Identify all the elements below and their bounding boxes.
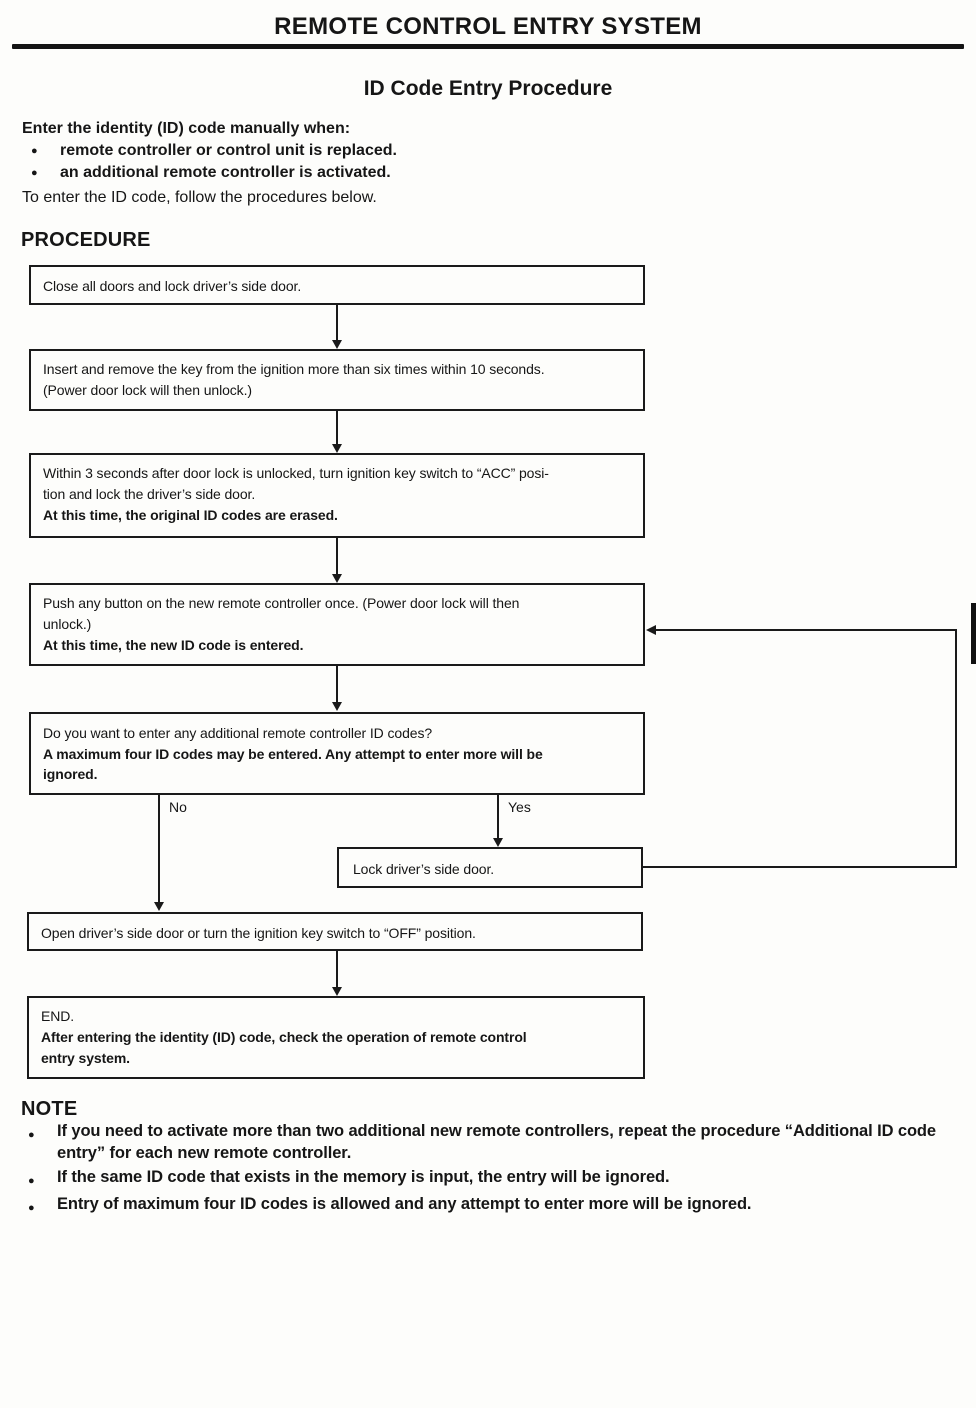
arrow-left-icon-feedback <box>646 625 656 635</box>
note-bullet-2-text: If the same ID code that exists in the memory is input, the entry will be ignored. <box>57 1168 670 1186</box>
note-bullet-3-text: Entry of maximum four ID codes is allowed and any attempt to enter more will be ignored. <box>57 1195 752 1213</box>
branch-no-label: No <box>169 799 187 815</box>
flow-box-close-doors <box>29 265 645 305</box>
page-edge-mark <box>971 603 976 664</box>
flow-box-insert-key <box>29 349 645 411</box>
title-rule <box>12 44 964 49</box>
branch-yes-line <box>497 795 499 839</box>
procedure-heading: PROCEDURE <box>21 229 151 251</box>
flow-box-question-text-1: Do you want to enter any additional remote controller ID codes? <box>43 725 433 741</box>
flow-box-close-doors-text: Close all doors and lock driver’s side door. <box>43 278 302 294</box>
flow-box-push-button-text-1: Push any button on the new remote controller once. (Power door lock will then <box>43 595 520 611</box>
flow-box-question-text-3: ignored. <box>43 766 98 782</box>
arrow-down-icon-1 <box>332 340 342 349</box>
intro-bullet-1-text: remote controller or control unit is replaced. <box>60 142 397 159</box>
note-bullet-1-text: If you need to activate more than two additional new remote controllers, repeat the procedure “Additional ID code entry” for each new remote controller. <box>57 1122 936 1162</box>
note-bullet-3 <box>28 1194 936 1218</box>
arrow-down-icon-2 <box>332 444 342 453</box>
flow-box-end-text-1: END. <box>41 1008 75 1024</box>
flow-box-acc-position <box>29 453 645 538</box>
flow-box-push-button-text-2: unlock.) <box>43 616 92 632</box>
note-bullet-1 <box>28 1121 936 1164</box>
connector-line-1 <box>336 305 338 341</box>
flow-box-end-text-3: entry system. <box>41 1050 130 1066</box>
note-heading: NOTE <box>21 1098 78 1120</box>
flow-box-push-button <box>29 583 645 666</box>
flow-box-insert-key-text-1: Insert and remove the key from the ignition more than six times within 10 seconds. <box>43 361 545 377</box>
flow-box-lock-door <box>337 847 643 888</box>
flow-box-acc-text-3: At this time, the original ID codes are erased. <box>43 507 338 523</box>
connector-line-5 <box>336 951 338 988</box>
feedback-loop-top-line <box>655 629 955 631</box>
bullet-icon: ● <box>28 1175 35 1187</box>
intro-lead: Enter the identity (ID) code manually when: <box>22 120 351 137</box>
intro-bullet-2-text: an additional remote controller is activated. <box>60 164 391 181</box>
arrow-down-icon-no <box>154 902 164 911</box>
bullet-icon: ● <box>28 1129 35 1141</box>
arrow-down-icon-yes <box>493 838 503 847</box>
connector-line-2 <box>336 411 338 445</box>
feedback-loop-bottom-line <box>643 866 957 868</box>
note-list <box>28 1121 936 1221</box>
page-subtitle: ID Code Entry Procedure <box>363 77 613 100</box>
arrow-down-icon-4 <box>332 702 342 711</box>
arrow-down-icon-3 <box>332 574 342 583</box>
flow-box-acc-text-1: Within 3 seconds after door lock is unlocked, turn ignition key switch to “ACC” posi- <box>43 465 549 481</box>
bullet-icon: ● <box>31 145 38 157</box>
flow-box-insert-key-text-2: (Power door lock will then unlock.) <box>43 382 252 398</box>
flow-box-lock-door-text: Lock driver’s side door. <box>353 861 495 877</box>
connector-line-4 <box>336 666 338 703</box>
connector-line-3 <box>336 538 338 575</box>
branch-yes-label: Yes <box>508 799 531 815</box>
intro-bullet-2 <box>22 164 391 183</box>
bullet-icon: ● <box>31 167 38 179</box>
flow-box-end <box>27 996 645 1079</box>
page-title: REMOTE CONTROL ENTRY SYSTEM <box>274 13 702 40</box>
flow-box-open-door <box>27 912 643 951</box>
intro-bullet-1 <box>22 142 397 161</box>
flow-box-open-door-text: Open driver’s side door or turn the ignition key switch to “OFF” position. <box>41 925 476 941</box>
feedback-loop-right-line <box>955 629 957 868</box>
flow-box-end-text-2: After entering the identity (ID) code, check the operation of remote control <box>41 1029 527 1045</box>
note-bullet-2 <box>28 1167 936 1191</box>
intro-outro: To enter the ID code, follow the procedures below. <box>22 189 377 206</box>
bullet-icon: ● <box>28 1202 35 1214</box>
arrow-down-icon-5 <box>332 987 342 996</box>
flow-box-acc-text-2: tion and lock the driver’s side door. <box>43 486 256 502</box>
flow-box-push-button-text-3: At this time, the new ID code is entered. <box>43 637 304 653</box>
branch-no-line <box>158 795 160 903</box>
flow-box-question-text-2: A maximum four ID codes may be entered. Any attempt to enter more will be <box>43 745 543 762</box>
flow-box-question <box>29 712 645 795</box>
